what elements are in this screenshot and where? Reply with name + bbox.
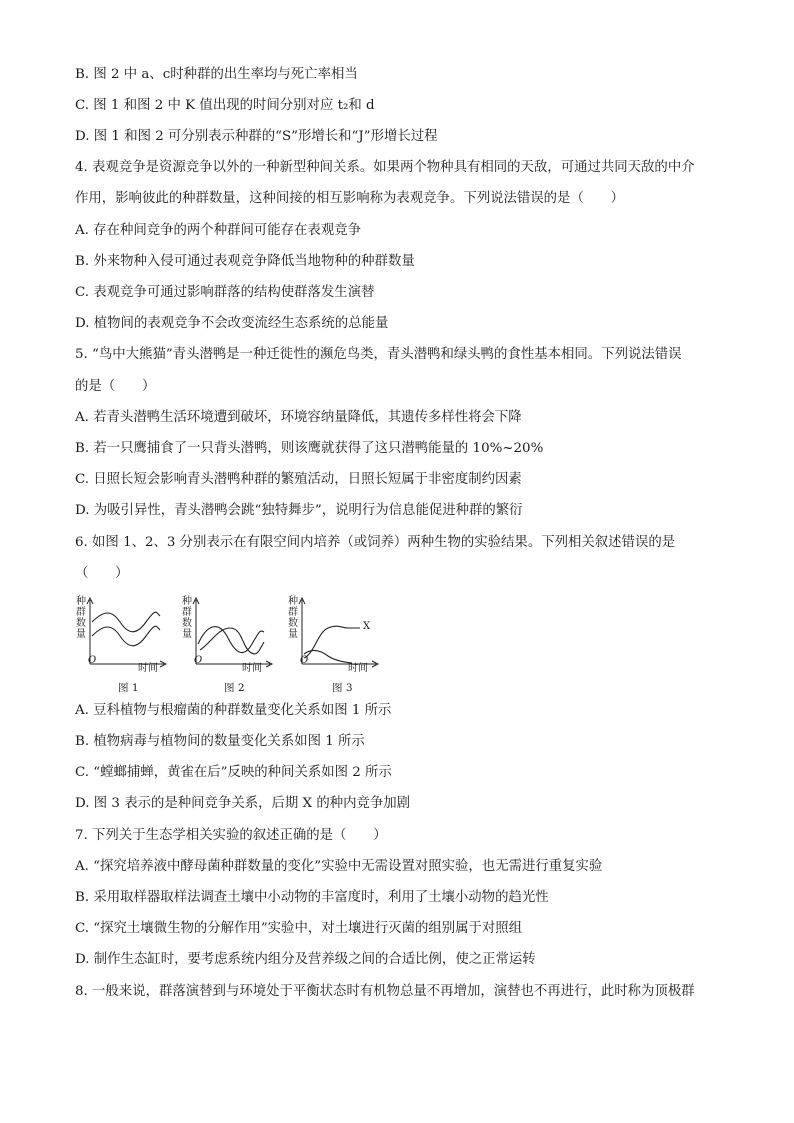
option-b-q6: B. 植物病毒与植物间的数量变化关系如图 1 所示 [75, 734, 365, 749]
population-figures [74, 592, 394, 698]
figure-1 [74, 592, 174, 698]
question-8-stem: 8. 一般来说，群落演替到与环境处于平衡状态时有机物总量不再增加，演替也不再进行，此时称为顶极群 [75, 984, 695, 999]
question-6-stem-cont: （ ） [75, 566, 129, 581]
option-c-q3: C. 图 1 和图 2 中 K 值出现的时间分别对应 t₂和 d [75, 98, 375, 113]
question-5-stem-cont: 的是（ ） [75, 379, 156, 394]
option-a-q4: A. 存在种间竞争的两个种群间可能存在表观竞争 [75, 223, 361, 238]
curve-label-x: X [363, 621, 371, 632]
option-b-q3: B. 图 2 中 a、c时种群的出生率均与死亡率相当 [75, 67, 358, 82]
figure-caption: 图 1 [118, 682, 139, 694]
option-c-q6: C. “螳螂捕蝉，黄雀在后”反映的种间关系如图 2 所示 [75, 765, 392, 780]
option-b-q7: B. 采用取样器取样法调查土壤中小动物的丰富度时，利用了土壤小动物的趋光性 [75, 890, 549, 905]
option-b-q4: B. 外来物种入侵可通过表观竞争降低当地物种的种群数量 [75, 254, 415, 269]
y-axis-label: 种群数量 [76, 596, 86, 640]
option-a-q5: A. 若青头潜鸭生活环境遭到破坏，环境容纳量降低，其遗传多样性将会下降 [75, 410, 522, 425]
x-axis-label: 时间 [242, 663, 262, 674]
y-axis-label: 种群数量 [182, 596, 192, 640]
option-c-q5: C. 日照长短会影响青头潜鸭种群的繁殖活动，日照长短属于非密度制约因素 [75, 472, 522, 487]
figure-2 [180, 592, 280, 698]
origin-label: O [194, 655, 203, 666]
option-a-q6: A. 豆科植物与根瘤菌的种群数量变化关系如图 1 所示 [75, 703, 392, 718]
option-c-q7: C. “探究土壤微生物的分解作用”实验中，对土壤进行灭菌的组别属于对照组 [75, 921, 523, 936]
species-x-curve [304, 626, 360, 658]
origin-label: O [300, 655, 309, 666]
question-4-stem-cont: 作用，影响彼此的种群数量，这种间接的相互影响称为表观竞争。下列说法错误的是（ ） [75, 191, 625, 206]
option-b-q5: B. 若一只鹰捕食了一只背头潜鸭，则该鹰就获得了这只潜鸭能量的 10%~20% [75, 441, 544, 456]
option-d-q4: D. 植物间的表观竞争不会改变流经生态系统的总能量 [75, 316, 389, 331]
option-a-q7: A. “探究培养液中酵母菌种群数量的变化”实验中无需设置对照实验，也无需进行重复实验 [75, 859, 603, 874]
question-5-stem: 5. “鸟中大熊猫”青头潜鸭是一种迁徙性的濒危鸟类，青头潜鸭和绿头鸭的食性基本相同。下列说法错误 [75, 347, 682, 362]
x-axis-label: 时间 [138, 663, 158, 674]
question-6-stem: 6. 如图 1、2、3 分别表示在有限空间内培养（或饲养）两种生物的实验结果。下列相关叙述错误的是 [75, 535, 676, 550]
option-d-q6: D. 图 3 表示的是种间竞争关系，后期 X 的种内竞争加剧 [75, 796, 411, 811]
competitor-curve [304, 650, 352, 663]
question-4-stem: 4. 表观竞争是资源竞争以外的一种新型种间关系。如果两个物种具有相同的天敌，可通过共同天敌的中介 [75, 160, 695, 175]
prey-curve [198, 627, 264, 653]
option-d-q7: D. 制作生态缸时，要考虑系统内组分及营养级之间的合适比例，使之正常运转 [75, 952, 536, 967]
origin-label: O [88, 655, 97, 666]
figure-3 [286, 592, 386, 698]
question-7-stem: 7. 下列关于生态学相关实验的叙述正确的是（ ） [75, 828, 387, 843]
x-axis-label: 时间 [348, 663, 368, 674]
y-axis-label: 种群数量 [288, 596, 298, 640]
figure-caption: 图 2 [224, 682, 245, 694]
option-c-q4: C. 表观竞争可通过影响群落的结构使群落发生演替 [75, 285, 375, 300]
figure-caption: 图 3 [332, 682, 353, 694]
option-d-q3: D. 图 1 和图 2 可分别表示种群的“S”形增长和“J”形增长过程 [75, 129, 438, 144]
option-d-q5: D. 为吸引异性，青头潜鸭会跳“独特舞步”，说明行为信息能促进种群的繁衍 [75, 503, 523, 518]
